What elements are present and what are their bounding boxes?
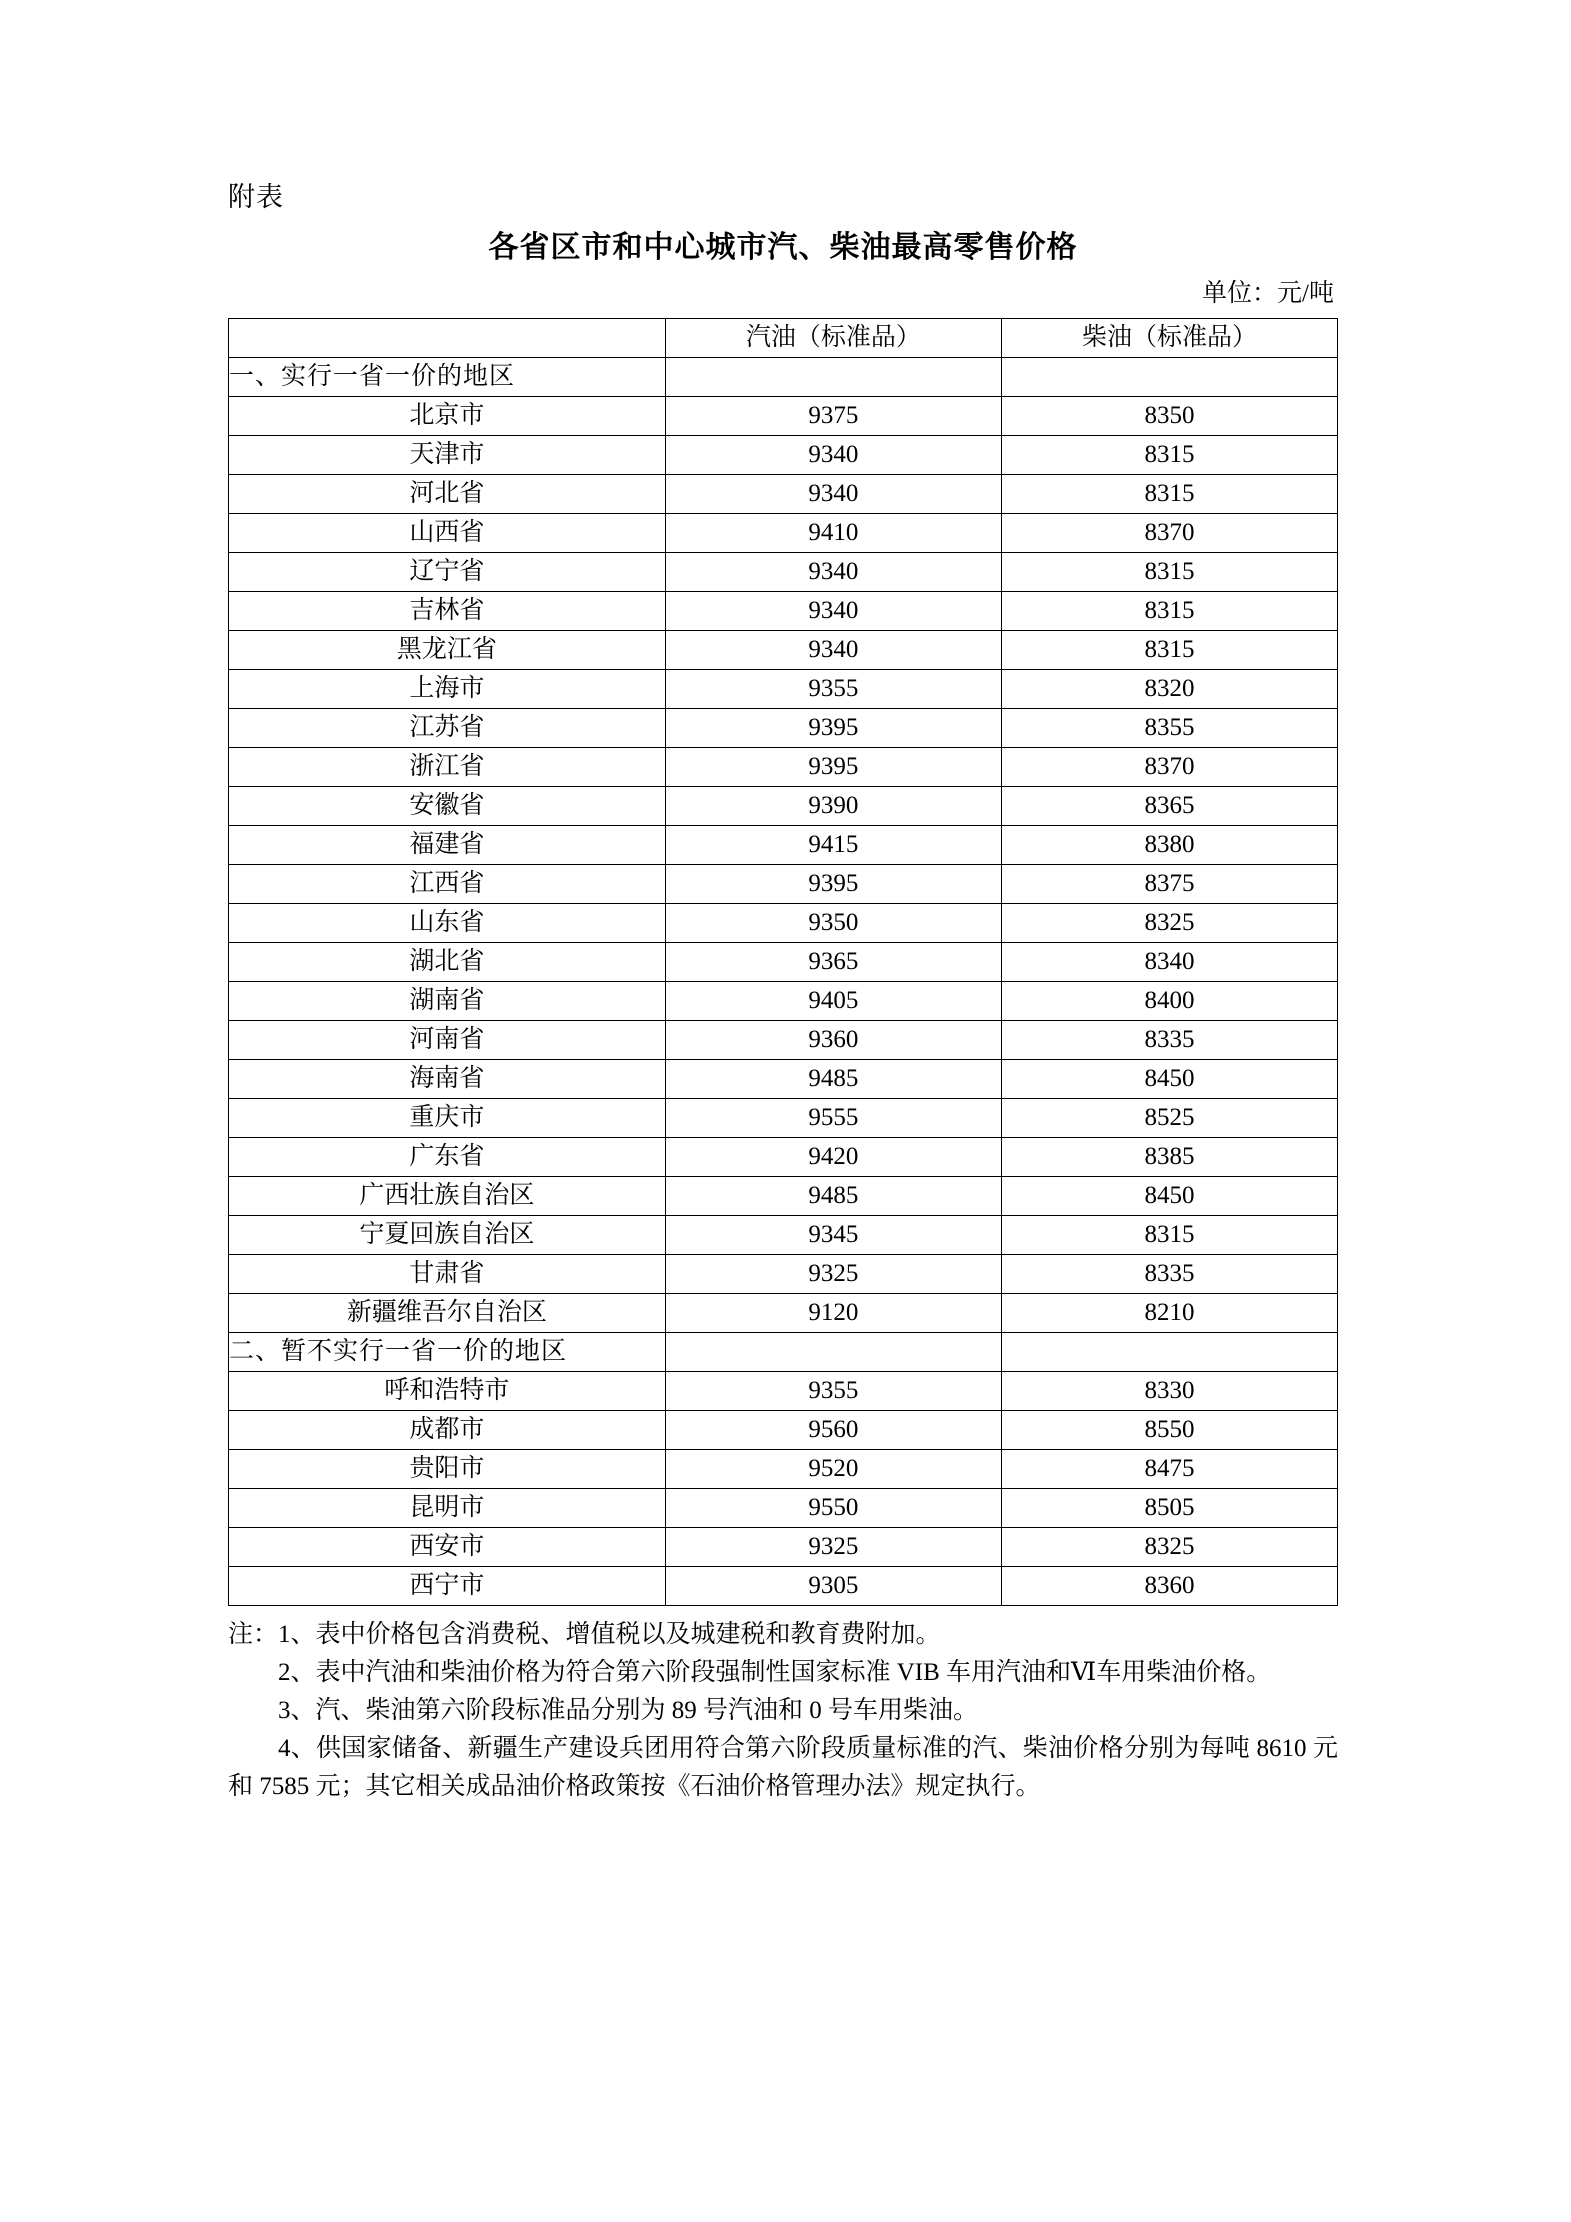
gasoline-price-cell: 9305 (665, 1567, 1001, 1606)
gasoline-price-cell: 9365 (665, 943, 1001, 982)
section-label: 二、暂不实行一省一价的地区 (229, 1333, 666, 1372)
table-row (229, 1411, 1338, 1450)
table-row (229, 631, 1338, 670)
table-row (229, 865, 1338, 904)
table-row (229, 1060, 1338, 1099)
diesel-price-cell: 8370 (1001, 514, 1337, 553)
section-empty-cell (1001, 358, 1337, 397)
region-cell: 山东省 (229, 904, 666, 943)
table-row (229, 1216, 1338, 1255)
header-diesel: 柴油（标准品） (1001, 319, 1337, 358)
note-item: 注：1、表中价格包含消费税、增值税以及城建税和教育费附加。 (228, 1621, 941, 1648)
table-row (229, 1567, 1338, 1606)
region-cell: 宁夏回族自治区 (229, 1216, 666, 1255)
table-row (229, 982, 1338, 1021)
diesel-price-cell: 8335 (1001, 1255, 1337, 1294)
region-cell: 福建省 (229, 826, 666, 865)
region-cell: 贵阳市 (229, 1450, 666, 1489)
diesel-price-cell: 8315 (1001, 553, 1337, 592)
gasoline-price-cell: 9345 (665, 1216, 1001, 1255)
gasoline-price-cell: 9350 (665, 904, 1001, 943)
table-row (229, 1450, 1338, 1489)
diesel-price-cell: 8315 (1001, 631, 1337, 670)
diesel-price-cell: 8360 (1001, 1567, 1337, 1606)
table-notes (228, 1616, 1338, 1806)
gasoline-price-cell: 9520 (665, 1450, 1001, 1489)
table-row (229, 1138, 1338, 1177)
gasoline-price-cell: 9550 (665, 1489, 1001, 1528)
region-cell: 海南省 (229, 1060, 666, 1099)
diesel-price-cell: 8315 (1001, 1216, 1337, 1255)
gasoline-price-cell: 9415 (665, 826, 1001, 865)
header-region (229, 319, 666, 358)
region-cell: 河南省 (229, 1021, 666, 1060)
gasoline-price-cell: 9395 (665, 865, 1001, 904)
region-cell: 甘肃省 (229, 1255, 666, 1294)
table-row (229, 436, 1338, 475)
table-row (229, 1489, 1338, 1528)
gasoline-price-cell: 9405 (665, 982, 1001, 1021)
gasoline-price-cell: 9340 (665, 553, 1001, 592)
document-content (228, 180, 1338, 1806)
table-row (229, 748, 1338, 787)
region-cell: 安徽省 (229, 787, 666, 826)
gasoline-price-cell: 9395 (665, 709, 1001, 748)
diesel-price-cell: 8450 (1001, 1177, 1337, 1216)
region-cell: 河北省 (229, 475, 666, 514)
table-row (229, 904, 1338, 943)
table-row (229, 943, 1338, 982)
table-section-row (229, 358, 1338, 397)
table-row (229, 514, 1338, 553)
diesel-price-cell: 8525 (1001, 1099, 1337, 1138)
region-cell: 成都市 (229, 1411, 666, 1450)
region-cell: 上海市 (229, 670, 666, 709)
gasoline-price-cell: 9375 (665, 397, 1001, 436)
gasoline-price-cell: 9485 (665, 1177, 1001, 1216)
diesel-price-cell: 8330 (1001, 1372, 1337, 1411)
region-cell: 重庆市 (229, 1099, 666, 1138)
table-row (229, 1372, 1338, 1411)
table-row (229, 553, 1338, 592)
diesel-price-cell: 8325 (1001, 1528, 1337, 1567)
region-cell: 呼和浩特市 (229, 1372, 666, 1411)
diesel-price-cell: 8315 (1001, 475, 1337, 514)
diesel-price-cell: 8450 (1001, 1060, 1337, 1099)
diesel-price-cell: 8385 (1001, 1138, 1337, 1177)
diesel-price-cell: 8505 (1001, 1489, 1337, 1528)
diesel-price-cell: 8335 (1001, 1021, 1337, 1060)
section-empty-cell (665, 358, 1001, 397)
gasoline-price-cell: 9355 (665, 670, 1001, 709)
region-cell: 天津市 (229, 436, 666, 475)
diesel-price-cell: 8340 (1001, 943, 1337, 982)
region-cell: 山西省 (229, 514, 666, 553)
gasoline-price-cell: 9340 (665, 592, 1001, 631)
section-empty-cell (665, 1333, 1001, 1372)
note-item: 4、供国家储备、新疆生产建设兵团用符合第六阶段质量标准的汽、柴油价格分别为每吨 8610 元和 7585 元；其它相关成品油价格政策按《石油价格管理办法》规定执行。 (228, 1735, 1338, 1800)
diesel-price-cell: 8350 (1001, 397, 1337, 436)
region-cell: 黑龙江省 (229, 631, 666, 670)
diesel-price-cell: 8550 (1001, 1411, 1337, 1450)
diesel-price-cell: 8325 (1001, 904, 1337, 943)
table-row (229, 397, 1338, 436)
header-gasoline: 汽油（标准品） (665, 319, 1001, 358)
note-item: 2、表中汽油和柴油价格为符合第六阶段强制性国家标准 VIB 车用汽油和Ⅵ车用柴油价格。 (278, 1659, 1272, 1686)
region-cell: 广东省 (229, 1138, 666, 1177)
attachment-label: 附表 (228, 182, 284, 212)
region-cell: 昆明市 (229, 1489, 666, 1528)
diesel-price-cell: 8375 (1001, 865, 1337, 904)
table-row (229, 826, 1338, 865)
gasoline-price-cell: 9485 (665, 1060, 1001, 1099)
gasoline-price-cell: 9420 (665, 1138, 1001, 1177)
gasoline-price-cell: 9410 (665, 514, 1001, 553)
section-empty-cell (1001, 1333, 1337, 1372)
table-row (229, 670, 1338, 709)
note-item: 3、汽、柴油第六阶段标准品分别为 89 号汽油和 0 号车用柴油。 (278, 1697, 979, 1724)
gasoline-price-cell: 9555 (665, 1099, 1001, 1138)
table-row (229, 1177, 1338, 1216)
table-header-row (229, 319, 1338, 358)
gasoline-price-cell: 9390 (665, 787, 1001, 826)
diesel-price-cell: 8315 (1001, 592, 1337, 631)
page-title: 各省区市和中心城市汽、柴油最高零售价格 (488, 231, 1078, 264)
unit-note: 单位：元/吨 (1202, 280, 1334, 307)
gasoline-price-cell: 9360 (665, 1021, 1001, 1060)
diesel-price-cell: 8400 (1001, 982, 1337, 1021)
gasoline-price-cell: 9325 (665, 1255, 1001, 1294)
diesel-price-cell: 8365 (1001, 787, 1337, 826)
table-row (229, 1021, 1338, 1060)
gasoline-price-cell: 9340 (665, 631, 1001, 670)
gasoline-price-cell: 9325 (665, 1528, 1001, 1567)
gasoline-price-cell: 9120 (665, 1294, 1001, 1333)
diesel-price-cell: 8370 (1001, 748, 1337, 787)
price-table (228, 318, 1338, 1606)
region-cell: 江苏省 (229, 709, 666, 748)
region-cell: 新疆维吾尔自治区 (229, 1294, 666, 1333)
table-row (229, 1528, 1338, 1567)
gasoline-price-cell: 9395 (665, 748, 1001, 787)
diesel-price-cell: 8315 (1001, 436, 1337, 475)
region-cell: 辽宁省 (229, 553, 666, 592)
region-cell: 西安市 (229, 1528, 666, 1567)
gasoline-price-cell: 9340 (665, 475, 1001, 514)
gasoline-price-cell: 9340 (665, 436, 1001, 475)
region-cell: 湖南省 (229, 982, 666, 1021)
table-row (229, 592, 1338, 631)
diesel-price-cell: 8320 (1001, 670, 1337, 709)
section-label: 一、实行一省一价的地区 (229, 358, 666, 397)
region-cell: 湖北省 (229, 943, 666, 982)
region-cell: 西宁市 (229, 1567, 666, 1606)
table-row (229, 1099, 1338, 1138)
table-row (229, 1294, 1338, 1333)
region-cell: 广西壮族自治区 (229, 1177, 666, 1216)
diesel-price-cell: 8475 (1001, 1450, 1337, 1489)
diesel-price-cell: 8210 (1001, 1294, 1337, 1333)
gasoline-price-cell: 9560 (665, 1411, 1001, 1450)
region-cell: 北京市 (229, 397, 666, 436)
region-cell: 江西省 (229, 865, 666, 904)
region-cell: 浙江省 (229, 748, 666, 787)
table-row (229, 709, 1338, 748)
diesel-price-cell: 8380 (1001, 826, 1337, 865)
gasoline-price-cell: 9355 (665, 1372, 1001, 1411)
region-cell: 吉林省 (229, 592, 666, 631)
diesel-price-cell: 8355 (1001, 709, 1337, 748)
table-row (229, 1255, 1338, 1294)
table-row (229, 787, 1338, 826)
table-section-row (229, 1333, 1338, 1372)
table-row (229, 475, 1338, 514)
